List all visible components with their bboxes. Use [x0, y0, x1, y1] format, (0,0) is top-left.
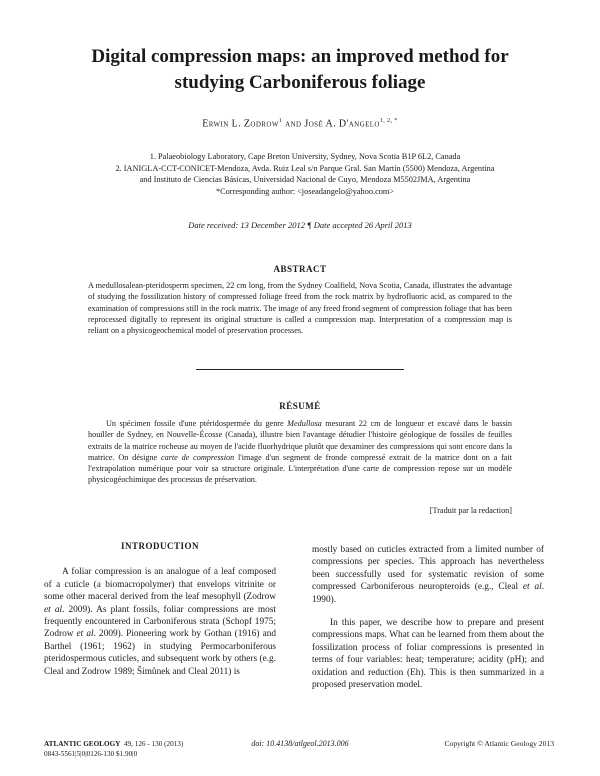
doi-link[interactable]: doi: 10.4138/atlgeol.2013.006 — [251, 739, 349, 748]
journal-name: ATLANTIC GEOLOGY — [44, 740, 121, 748]
affiliation-line: 1. Palaeobiology Laboratory, Cape Breton University, Sydney, Nova Scotia B1P 6L2, Canada — [149, 152, 461, 161]
resume-text — [88, 418, 512, 486]
intro-etal: et al — [44, 604, 63, 615]
journal-volume: 49, 126 - 130 (2013) — [123, 740, 184, 748]
introduction-heading: INTRODUCTION — [120, 541, 199, 551]
intro-etal: et al — [76, 629, 94, 640]
journal-issn: 0843-5561|5|0|0126-130 $1.90|0 — [44, 750, 138, 758]
date-line — [0, 220, 600, 230]
left-column — [44, 540, 276, 678]
intro-paragraph: In this paper, we describe how to prepare and present compressions maps. What can be learned from them about the fossilization process of foliar compressions is presented in terms of four variables: heat; temperature; acidity (pH); and oxidation and reduction (Eh). This is then summarized in a proposed preservation model. — [312, 618, 544, 691]
intro-text-part: . 2009). Pioneering work by Gothan (1916) and Barthel (1961; 1962) in studying Permocarboniferous pteridospermous cuticles, and subsequent work by others (e.g. Cleal and Zodrow 1989; Šimůnek and Cleal 2011) is — [44, 629, 276, 677]
author-line — [0, 118, 600, 129]
paper-title: Digital compression maps: an improved method for studying Carboniferous foliage — [91, 46, 509, 93]
intro-paragraph — [312, 544, 544, 606]
abstract-heading: ABSTRACT — [273, 264, 327, 274]
resume-text-part: Un spécimen fossile d'une ptéridospermée du genre — [106, 419, 288, 428]
translator-note: [Traduit par la redaction] — [429, 506, 512, 515]
resume-genus: Medullosa — [287, 419, 322, 428]
date-received: Date received: 13 December 2012 — [188, 220, 305, 230]
affiliations — [100, 151, 510, 197]
intro-text-part: mostly based on cuticles extracted from a limited number of compressions per species. This approach has nevertheless been successfully used for systematic revision of some compressed Carboniferous neuropteroids (e.g., Cleal — [312, 545, 544, 593]
author-name: Erwin L. Zodrow — [202, 118, 279, 130]
affiliation-line: and Instituto de Ciencias Básicas, Universidad Nacional de Cuyo, Mendoza M5502JMA, Argentina — [139, 175, 471, 184]
resume-text-part: mesurant 22 cm de longueur et excavé dans le bassin houiller de Sydney, en Nouvelle-Écosse (Canada), illustre bien l'avantage détudier l'histoire géologique de fossiles de feuilles extraits de la matrice rocheuse au moyen de l'acide fluorhydrique plutôt que dexaminer des compressions qui sont encore dans la matrice. On désigne — [88, 419, 512, 462]
intro-text-part: A foliar compression is an analogue of a leaf composed of a cuticle (a biomacropolymer) that envelops vitrinite or some other maceral derived from the leaf mesophyll (Zodrow — [44, 567, 276, 603]
resume-term: carte de compression — [160, 452, 235, 462]
resume-heading: RÉSUMÉ — [279, 401, 321, 411]
author-superscript: 1, 2, * — [379, 118, 398, 124]
intro-paragraph — [44, 566, 276, 678]
section-divider — [196, 369, 404, 370]
author-superscript: 1 — [278, 118, 283, 124]
affiliation-line: 2. IANIGLA-CCT-CONICET-Mendoza, Avda. Ruiz Leal s/n Parque Gral. San Martín (5500) Mendoza, Argentina — [115, 163, 495, 173]
resume-text-part: l'image d'un segment de fronde compressé extrait de la matrice dont on a fait l'extrapolation numérique pour voir sa structure originale. L'interprétation d'une carte de compression repose sur un modèle physicogéochimique des processus de préservation. — [88, 452, 512, 485]
abstract-text: A medullosalean-pteridosperm specimen, 22 cm long, from the Sydney Coalfield, Nova Scotia, Canada, illustrates the advantage of studying the fossilization history of compressed foliage freed from the rock matrix by hydrofluoric acid, as compared to the examination of compressions still in the rock matrix. The image of any freed frond segment of compression foliage that has been reprocessed digitally to represent its original structure is called a compression map. Interpretation of a compression map is reliant on a physicogeochemical model of preservation processes. — [88, 281, 512, 336]
author-name: José A. D'angelo — [304, 118, 380, 130]
intro-text-part: . 1990). — [312, 582, 545, 605]
date-separator: ¶ — [305, 220, 314, 230]
right-column — [312, 544, 544, 691]
date-accepted: Date accepted 26 April 2013 — [313, 220, 412, 230]
author-connector: and — [282, 118, 305, 130]
copyright-notice: Copyright © Atlantic Geology 2013 — [444, 739, 554, 748]
corresponding-author: *Corresponding author: <joseadangelo@yahoo.com> — [215, 186, 395, 196]
intro-text-part: . 2009). As plant fossils, foliar compressions are most frequently encountered in Carboniferous strata (Schopf 1975; Zodrow — [44, 604, 276, 640]
intro-etal: et al — [522, 582, 542, 593]
